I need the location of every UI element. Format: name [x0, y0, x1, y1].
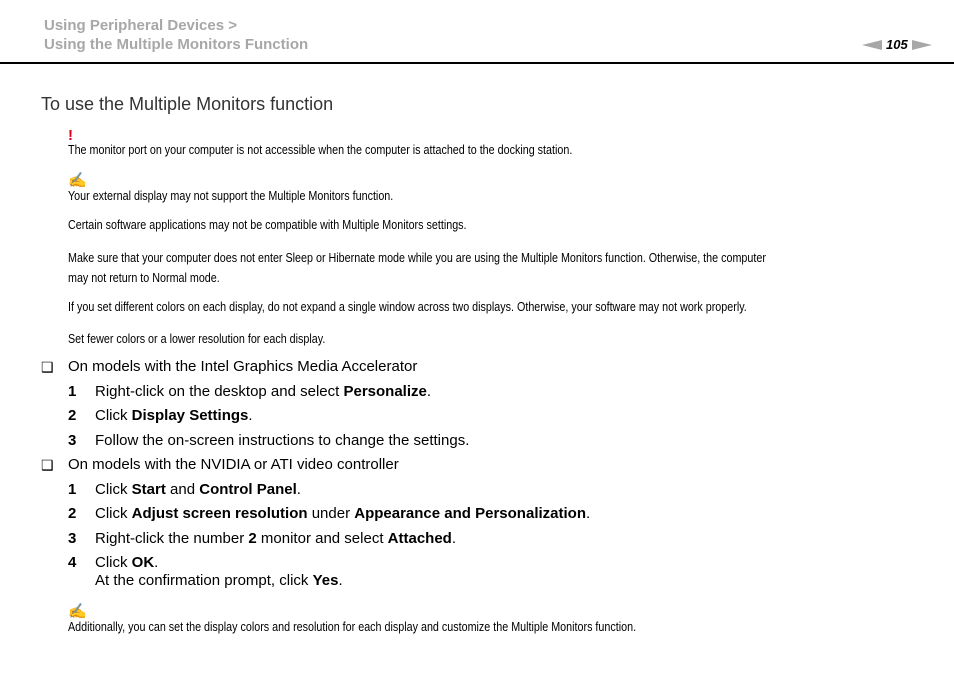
step-number: 1 — [68, 481, 77, 498]
header-divider — [0, 62, 954, 64]
note-line: Certain software applications may not be compatible with Multiple Monitors settings. — [68, 218, 467, 232]
step-text: Right-click on the desktop and select Personalize. — [95, 383, 432, 400]
checkbox-bullet-icon: ❑ — [41, 457, 54, 473]
section-title: To use the Multiple Monitors function — [41, 94, 334, 114]
checkbox-bullet-icon: ❑ — [41, 359, 54, 375]
note-line: Additionally, you can set the display colors and resolution for each display and customize the Multiple Monitors function. — [68, 620, 637, 634]
step-text: Click Display Settings. — [95, 407, 253, 424]
note-line: Set fewer colors or a lower resolution for each display. — [68, 332, 326, 346]
note-line: Your external display may not support the Multiple Monitors function. — [68, 189, 394, 203]
note-pencil-icon: ✍ — [68, 172, 87, 189]
note-line: Make sure that your computer does not enter Sleep or Hibernate mode while you are using the Multiple Monitors function. Otherwise, the computer — [68, 251, 766, 265]
step-text-continuation: At the confirmation prompt, click Yes. — [95, 572, 343, 589]
warning-text: The monitor port on your computer is not accessible when the computer is attached to the docking station. — [68, 143, 573, 157]
step-number: 1 — [68, 383, 77, 400]
nvidia-heading: On models with the NVIDIA or ATI video controller — [68, 456, 399, 473]
step-text: Click OK. — [95, 554, 159, 571]
step-number: 2 — [68, 407, 77, 424]
step-number: 3 — [68, 530, 77, 547]
step-text: Click Adjust screen resolution under Appearance and Personalization. — [95, 505, 591, 522]
next-page-arrow-icon[interactable] — [912, 40, 932, 50]
note-line: may not return to Normal mode. — [68, 271, 220, 285]
breadcrumb-section: Using Peripheral Devices > — [44, 17, 238, 34]
step-text: Right-click the number 2 monitor and select Attached. — [95, 530, 457, 547]
step-text: Follow the on-screen instructions to change the settings. — [95, 432, 470, 449]
page-number: 105 — [886, 37, 908, 52]
step-number: 4 — [68, 554, 77, 571]
note-pencil-icon: ✍ — [68, 603, 87, 620]
page-navigator — [862, 37, 932, 52]
previous-page-arrow-icon[interactable] — [862, 40, 882, 50]
intel-heading: On models with the Intel Graphics Media Accelerator — [68, 358, 418, 375]
warning-icon: ! — [68, 127, 73, 144]
step-number: 3 — [68, 432, 77, 449]
step-number: 2 — [68, 505, 77, 522]
note-line: If you set different colors on each display, do not expand a single window across two displays. Otherwise, your software may not work properly. — [68, 300, 747, 314]
breadcrumb-page: Using the Multiple Monitors Function — [44, 36, 309, 53]
step-text: Click Start and Control Panel. — [95, 481, 301, 498]
